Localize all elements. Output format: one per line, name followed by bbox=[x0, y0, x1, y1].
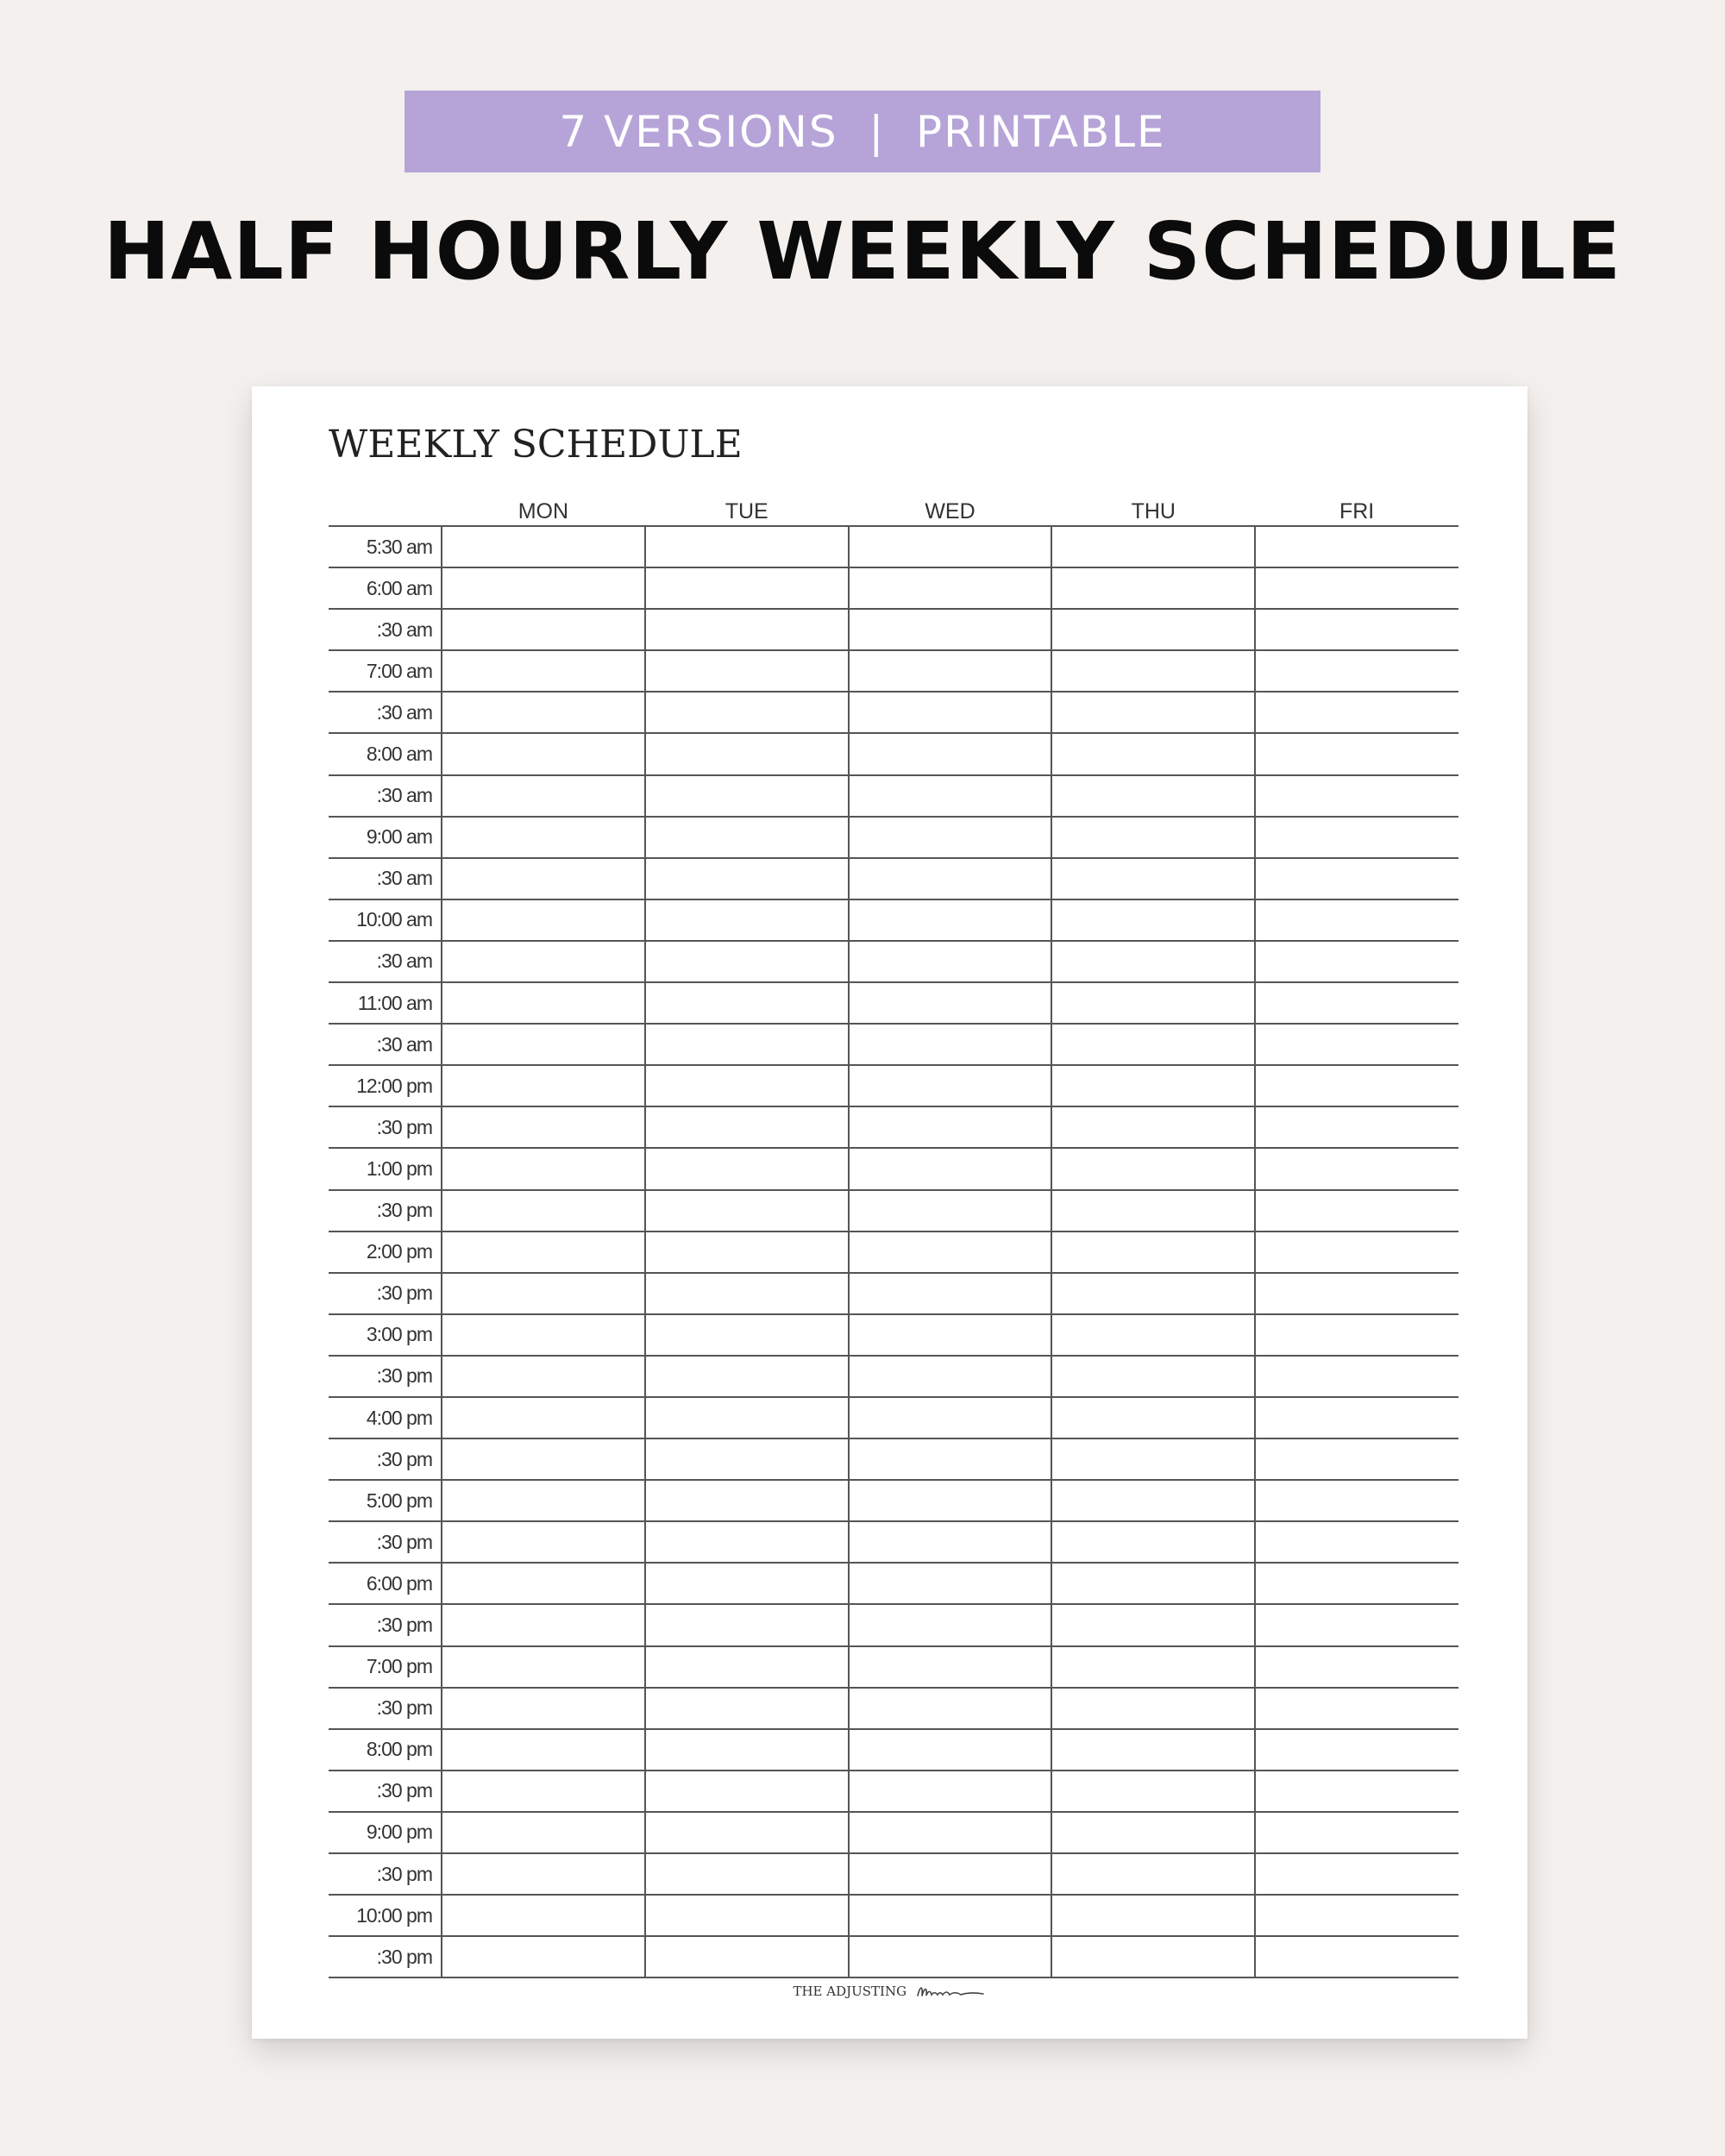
time-label: :30 pm bbox=[329, 1771, 442, 1812]
schedule-row bbox=[329, 982, 1458, 1024]
schedule-cell bbox=[645, 1356, 849, 1397]
schedule-cell bbox=[442, 775, 645, 817]
schedule-cell bbox=[1051, 1438, 1255, 1480]
time-label: :30 am bbox=[329, 941, 442, 982]
day-header: TUE bbox=[645, 490, 849, 526]
time-label: 3:00 pm bbox=[329, 1314, 442, 1356]
brand-footer bbox=[252, 1982, 1527, 2001]
schedule-cell bbox=[1051, 1480, 1255, 1521]
schedule-cell bbox=[849, 1895, 1052, 1936]
sheet-title: WEEKLY SCHEDULE bbox=[329, 423, 743, 467]
schedule-cell bbox=[1051, 941, 1255, 982]
schedule-row bbox=[329, 1895, 1458, 1936]
schedule-cell bbox=[645, 858, 849, 899]
schedule-cell bbox=[1255, 1895, 1458, 1936]
time-label: :30 pm bbox=[329, 1438, 442, 1480]
schedule-cell bbox=[645, 1812, 849, 1853]
schedule-cell bbox=[1255, 1604, 1458, 1645]
schedule-cell bbox=[849, 692, 1052, 733]
schedule-cell bbox=[645, 899, 849, 941]
schedule-cell bbox=[1051, 1563, 1255, 1604]
schedule-row bbox=[329, 941, 1458, 982]
schedule-cell bbox=[849, 567, 1052, 609]
time-label: 4:00 pm bbox=[329, 1397, 442, 1438]
schedule-cell bbox=[645, 1853, 849, 1895]
day-header: FRI bbox=[1255, 490, 1458, 526]
schedule-row bbox=[329, 1024, 1458, 1065]
schedule-cell bbox=[849, 733, 1052, 774]
schedule-cell bbox=[1255, 817, 1458, 858]
schedule-cell bbox=[1255, 1771, 1458, 1812]
schedule-cell bbox=[442, 733, 645, 774]
schedule-cell bbox=[849, 775, 1052, 817]
time-label: :30 pm bbox=[329, 1273, 442, 1314]
time-label: 6:00 am bbox=[329, 567, 442, 609]
schedule-cell bbox=[1255, 1936, 1458, 1977]
schedule-cell bbox=[645, 1190, 849, 1232]
schedule-cell bbox=[1051, 1521, 1255, 1563]
schedule-cell bbox=[1051, 1936, 1255, 1977]
schedule-cell bbox=[645, 609, 849, 650]
schedule-cell bbox=[442, 1024, 645, 1065]
time-label: :30 pm bbox=[329, 1356, 442, 1397]
schedule-cell bbox=[1255, 1521, 1458, 1563]
time-label: 11:00 am bbox=[329, 982, 442, 1024]
schedule-cell bbox=[442, 1190, 645, 1232]
schedule-row bbox=[329, 1356, 1458, 1397]
time-label: 5:00 pm bbox=[329, 1480, 442, 1521]
time-column-header bbox=[329, 490, 442, 526]
schedule-cell bbox=[1255, 1438, 1458, 1480]
schedule-cell bbox=[442, 1065, 645, 1106]
time-label: :30 pm bbox=[329, 1521, 442, 1563]
schedule-cell bbox=[1255, 1853, 1458, 1895]
schedule-cell bbox=[1051, 1812, 1255, 1853]
schedule-rows bbox=[329, 526, 1458, 1977]
schedule-cell bbox=[645, 1563, 849, 1604]
schedule-cell bbox=[1051, 1024, 1255, 1065]
schedule-cell bbox=[1255, 899, 1458, 941]
schedule-cell bbox=[645, 941, 849, 982]
schedule-cell bbox=[849, 1646, 1052, 1688]
schedule-cell bbox=[849, 609, 1052, 650]
schedule-cell bbox=[849, 817, 1052, 858]
schedule-row bbox=[329, 1438, 1458, 1480]
schedule-cell bbox=[645, 1273, 849, 1314]
schedule-cell bbox=[1255, 1356, 1458, 1397]
schedule-cell bbox=[1255, 609, 1458, 650]
schedule-cell bbox=[645, 1688, 849, 1729]
schedule-row bbox=[329, 858, 1458, 899]
schedule-cell bbox=[1051, 1273, 1255, 1314]
schedule-row bbox=[329, 1065, 1458, 1106]
schedule-grid bbox=[329, 490, 1458, 1978]
schedule-cell bbox=[645, 817, 849, 858]
time-label: :30 pm bbox=[329, 1853, 442, 1895]
schedule-cell bbox=[1051, 1065, 1255, 1106]
schedule-cell bbox=[1051, 1688, 1255, 1729]
schedule-cell bbox=[1255, 526, 1458, 567]
schedule-cell bbox=[849, 1936, 1052, 1977]
schedule-row bbox=[329, 1563, 1458, 1604]
schedule-cell bbox=[1255, 775, 1458, 817]
schedule-cell bbox=[645, 1314, 849, 1356]
schedule-row bbox=[329, 1190, 1458, 1232]
schedule-cell bbox=[1255, 982, 1458, 1024]
schedule-cell bbox=[849, 982, 1052, 1024]
schedule-cell bbox=[1255, 1273, 1458, 1314]
schedule-cell bbox=[1051, 1190, 1255, 1232]
schedule-cell bbox=[849, 1148, 1052, 1189]
schedule-row bbox=[329, 526, 1458, 567]
day-header-row bbox=[329, 490, 1458, 526]
banner-text: 7 VERSIONS | PRINTABLE bbox=[559, 106, 1166, 157]
schedule-row bbox=[329, 1853, 1458, 1895]
schedule-cell bbox=[849, 858, 1052, 899]
time-label: 8:00 pm bbox=[329, 1729, 442, 1771]
schedule-row bbox=[329, 1148, 1458, 1189]
schedule-cell bbox=[849, 1273, 1052, 1314]
time-label: 2:00 pm bbox=[329, 1232, 442, 1273]
day-header: MON bbox=[442, 490, 645, 526]
schedule-cell bbox=[1255, 692, 1458, 733]
schedule-cell bbox=[1051, 1356, 1255, 1397]
schedule-row bbox=[329, 1397, 1458, 1438]
schedule-cell bbox=[442, 982, 645, 1024]
schedule-cell bbox=[645, 1521, 849, 1563]
schedule-cell bbox=[1051, 692, 1255, 733]
promo-banner bbox=[405, 91, 1320, 172]
schedule-cell bbox=[849, 526, 1052, 567]
schedule-cell bbox=[849, 1812, 1052, 1853]
schedule-cell bbox=[1255, 733, 1458, 774]
schedule-cell bbox=[442, 526, 645, 567]
schedule-row bbox=[329, 1314, 1458, 1356]
schedule-cell bbox=[645, 1604, 849, 1645]
schedule-cell bbox=[442, 1895, 645, 1936]
schedule-row bbox=[329, 1771, 1458, 1812]
schedule-cell bbox=[1255, 1190, 1458, 1232]
time-label: 6:00 pm bbox=[329, 1563, 442, 1604]
schedule-row bbox=[329, 650, 1458, 692]
time-label: :30 am bbox=[329, 775, 442, 817]
schedule-row bbox=[329, 692, 1458, 733]
schedule-cell bbox=[442, 1480, 645, 1521]
time-label: 5:30 am bbox=[329, 526, 442, 567]
schedule-row bbox=[329, 1688, 1458, 1729]
schedule-cell bbox=[1255, 1065, 1458, 1106]
time-label: :30 am bbox=[329, 858, 442, 899]
schedule-cell bbox=[1051, 1314, 1255, 1356]
page-headline: HALF HOURLY WEEKLY SCHEDULE bbox=[104, 205, 1622, 298]
schedule-cell bbox=[1255, 858, 1458, 899]
schedule-cell bbox=[645, 1771, 849, 1812]
schedule-cell bbox=[849, 1521, 1052, 1563]
schedule-cell bbox=[849, 1356, 1052, 1397]
schedule-cell bbox=[645, 650, 849, 692]
schedule-cell bbox=[442, 1936, 645, 1977]
schedule-cell bbox=[442, 1853, 645, 1895]
schedule-row bbox=[329, 1273, 1458, 1314]
schedule-cell bbox=[1051, 609, 1255, 650]
schedule-cell bbox=[1255, 1024, 1458, 1065]
schedule-cell bbox=[442, 858, 645, 899]
schedule-cell bbox=[645, 1024, 849, 1065]
schedule-cell bbox=[849, 1065, 1052, 1106]
schedule-cell bbox=[442, 1314, 645, 1356]
schedule-row bbox=[329, 733, 1458, 774]
schedule-cell bbox=[442, 609, 645, 650]
schedule-row bbox=[329, 1232, 1458, 1273]
schedule-cell bbox=[442, 567, 645, 609]
schedule-cell bbox=[442, 1148, 645, 1189]
time-label: :30 am bbox=[329, 609, 442, 650]
schedule-row bbox=[329, 899, 1458, 941]
schedule-cell bbox=[849, 941, 1052, 982]
schedule-cell bbox=[849, 1232, 1052, 1273]
schedule-cell bbox=[1255, 1729, 1458, 1771]
schedule-sheet bbox=[252, 386, 1527, 2039]
schedule-cell bbox=[442, 1563, 645, 1604]
time-label: :30 pm bbox=[329, 1688, 442, 1729]
schedule-cell bbox=[442, 692, 645, 733]
schedule-cell bbox=[1051, 982, 1255, 1024]
schedule-cell bbox=[1051, 1853, 1255, 1895]
schedule-cell bbox=[849, 1106, 1052, 1148]
schedule-cell bbox=[442, 650, 645, 692]
schedule-cell bbox=[442, 1521, 645, 1563]
schedule-cell bbox=[849, 1024, 1052, 1065]
schedule-cell bbox=[442, 1604, 645, 1645]
schedule-cell bbox=[442, 1397, 645, 1438]
schedule-cell bbox=[1255, 1812, 1458, 1853]
schedule-cell bbox=[849, 1480, 1052, 1521]
schedule-cell bbox=[645, 1106, 849, 1148]
schedule-cell bbox=[442, 1646, 645, 1688]
schedule-cell bbox=[1051, 733, 1255, 774]
signature-icon bbox=[914, 1982, 987, 2001]
schedule-cell bbox=[1051, 1148, 1255, 1189]
schedule-cell bbox=[442, 1812, 645, 1853]
schedule-cell bbox=[645, 1148, 849, 1189]
schedule-cell bbox=[1051, 567, 1255, 609]
schedule-cell bbox=[645, 733, 849, 774]
time-label: :30 am bbox=[329, 1024, 442, 1065]
schedule-row bbox=[329, 817, 1458, 858]
schedule-cell bbox=[849, 1604, 1052, 1645]
schedule-cell bbox=[1255, 567, 1458, 609]
schedule-row bbox=[329, 567, 1458, 609]
schedule-cell bbox=[442, 1356, 645, 1397]
schedule-cell bbox=[1255, 1480, 1458, 1521]
schedule-cell bbox=[1051, 1106, 1255, 1148]
schedule-cell bbox=[1255, 650, 1458, 692]
schedule-cell bbox=[849, 1688, 1052, 1729]
schedule-row bbox=[329, 775, 1458, 817]
time-label: :30 am bbox=[329, 692, 442, 733]
schedule-cell bbox=[849, 1438, 1052, 1480]
schedule-row bbox=[329, 1729, 1458, 1771]
schedule-cell bbox=[645, 567, 849, 609]
schedule-cell bbox=[442, 1106, 645, 1148]
time-label: 10:00 am bbox=[329, 899, 442, 941]
schedule-cell bbox=[1255, 941, 1458, 982]
schedule-cell bbox=[849, 650, 1052, 692]
schedule-cell bbox=[849, 1563, 1052, 1604]
schedule-cell bbox=[1051, 1771, 1255, 1812]
schedule-cell bbox=[645, 1397, 849, 1438]
schedule-cell bbox=[442, 899, 645, 941]
schedule-row bbox=[329, 1812, 1458, 1853]
schedule-cell bbox=[442, 1688, 645, 1729]
schedule-cell bbox=[1255, 1563, 1458, 1604]
schedule-cell bbox=[442, 1273, 645, 1314]
schedule-cell bbox=[645, 982, 849, 1024]
schedule-cell bbox=[1255, 1646, 1458, 1688]
schedule-cell bbox=[1051, 1397, 1255, 1438]
time-label: 12:00 pm bbox=[329, 1065, 442, 1106]
schedule-cell bbox=[1255, 1148, 1458, 1189]
schedule-row bbox=[329, 1604, 1458, 1645]
schedule-cell bbox=[849, 1729, 1052, 1771]
schedule-cell bbox=[849, 1853, 1052, 1895]
schedule-cell bbox=[645, 1646, 849, 1688]
schedule-cell bbox=[645, 1936, 849, 1977]
schedule-row bbox=[329, 609, 1458, 650]
time-label: 7:00 pm bbox=[329, 1646, 442, 1688]
time-label: :30 pm bbox=[329, 1190, 442, 1232]
schedule-cell bbox=[1051, 1729, 1255, 1771]
schedule-cell bbox=[1051, 650, 1255, 692]
schedule-row bbox=[329, 1106, 1458, 1148]
schedule-cell bbox=[442, 1232, 645, 1273]
time-label: 9:00 pm bbox=[329, 1812, 442, 1853]
schedule-cell bbox=[1051, 1232, 1255, 1273]
schedule-cell bbox=[442, 1771, 645, 1812]
schedule-cell bbox=[645, 1895, 849, 1936]
schedule-cell bbox=[442, 817, 645, 858]
time-label: :30 pm bbox=[329, 1604, 442, 1645]
schedule-cell bbox=[442, 1729, 645, 1771]
schedule-cell bbox=[1051, 899, 1255, 941]
schedule-cell bbox=[645, 1065, 849, 1106]
schedule-cell bbox=[645, 1480, 849, 1521]
time-label: 1:00 pm bbox=[329, 1148, 442, 1189]
schedule-cell bbox=[849, 1397, 1052, 1438]
schedule-cell bbox=[1255, 1232, 1458, 1273]
schedule-cell bbox=[442, 941, 645, 982]
schedule-cell bbox=[442, 1438, 645, 1480]
schedule-cell bbox=[849, 899, 1052, 941]
schedule-cell bbox=[1255, 1397, 1458, 1438]
brand-text: THE ADJUSTING bbox=[793, 1984, 907, 1999]
schedule-cell bbox=[1051, 526, 1255, 567]
time-label: 9:00 am bbox=[329, 817, 442, 858]
schedule-cell bbox=[849, 1190, 1052, 1232]
schedule-row bbox=[329, 1936, 1458, 1977]
schedule-row bbox=[329, 1521, 1458, 1563]
schedule-cell bbox=[645, 692, 849, 733]
time-label: 7:00 am bbox=[329, 650, 442, 692]
schedule-row bbox=[329, 1646, 1458, 1688]
schedule-cell bbox=[849, 1314, 1052, 1356]
time-label: 8:00 am bbox=[329, 733, 442, 774]
schedule-row bbox=[329, 1480, 1458, 1521]
day-header: WED bbox=[849, 490, 1052, 526]
schedule-cell bbox=[1051, 817, 1255, 858]
schedule-cell bbox=[849, 1771, 1052, 1812]
schedule-cell bbox=[645, 775, 849, 817]
schedule-cell bbox=[1255, 1688, 1458, 1729]
schedule-cell bbox=[1051, 1604, 1255, 1645]
time-label: 10:00 pm bbox=[329, 1895, 442, 1936]
time-label: :30 pm bbox=[329, 1106, 442, 1148]
schedule-cell bbox=[1051, 858, 1255, 899]
schedule-cell bbox=[1051, 1895, 1255, 1936]
schedule-cell bbox=[1255, 1314, 1458, 1356]
schedule-cell bbox=[645, 1729, 849, 1771]
day-header: THU bbox=[1051, 490, 1255, 526]
schedule-cell bbox=[1051, 1646, 1255, 1688]
time-label: :30 pm bbox=[329, 1936, 442, 1977]
schedule-cell bbox=[645, 1232, 849, 1273]
schedule-cell bbox=[645, 1438, 849, 1480]
schedule-cell bbox=[645, 526, 849, 567]
schedule-cell bbox=[1051, 775, 1255, 817]
schedule-cell bbox=[1255, 1106, 1458, 1148]
